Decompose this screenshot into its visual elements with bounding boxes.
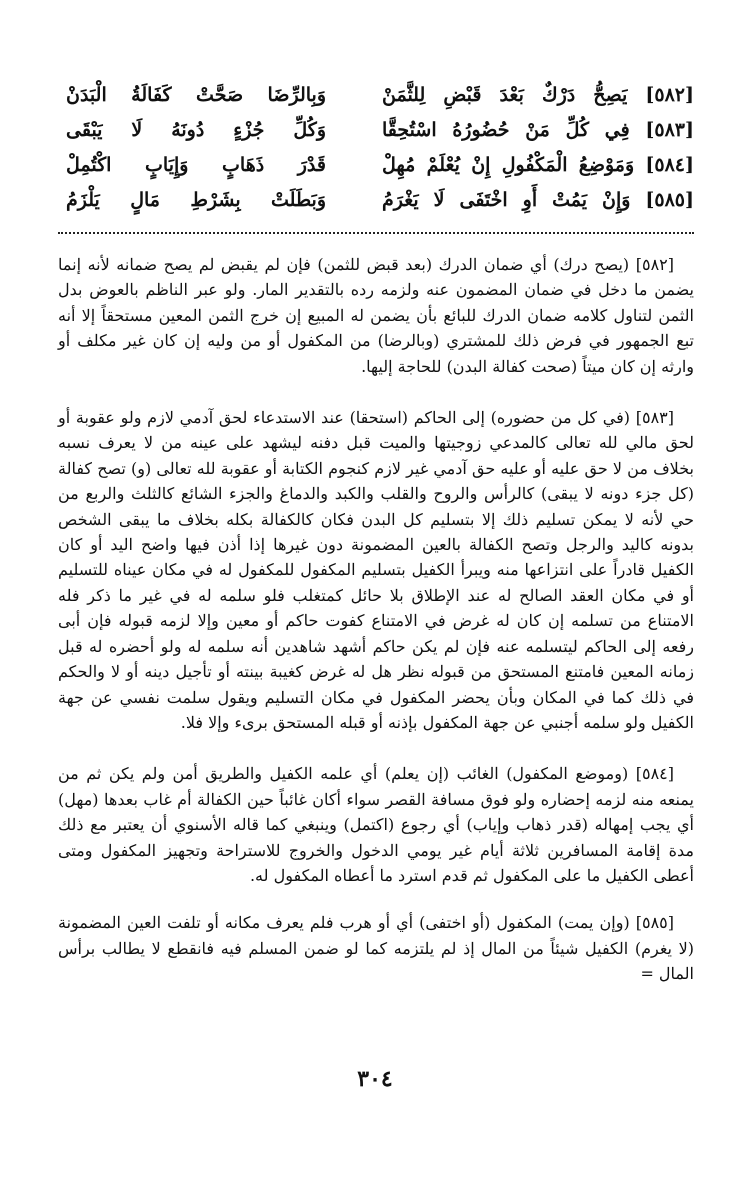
verse-first-hemistich: [٥٨٥] وَإِنْ يَمُتْ أَوِ اخْتَفَى لَا يَغْرَمُ (382, 189, 694, 211)
dotted-divider (58, 232, 694, 234)
verse-second-hemistich: وَبَطَلَتْ بِشَرْطِ مَالٍ يَلْزَمُ (66, 189, 326, 211)
verse-first-hemistich: [٥٨٣] فِي كُلِّ مَنْ حُضُورُهُ اسْتُحِقَّا (382, 119, 694, 141)
commentary-paragraph-582: [٥٨٢] (يصح درك) أي ضمان الدرك (بعد قبض للثمن) فإن لم يقبض لم يصح ضمانه لأنه إنما يضمن ما دخل في ضمان المضمون عنه ولزمه رده بالتقدير المار. ولو عبر الناظم بالعوض بدل الثمن لتناول كلامه ضمان الدرك للبائع بأن يضمن له المبيع إن خرج الثمن المعين مستحقاً إلا أنه تبع الجمهور في فرض ذلك للمشتري (وبالرضا) من المكفول أو من وليه إن كان غير مكلف أو وارثه إن كان ميتاً (صحت كفالة البدن) للحاجة إليها. (58, 255, 694, 376)
verse-row (58, 148, 694, 183)
commentary (58, 252, 694, 987)
commentary-paragraph-583: [٥٨٣] (في كل من حضوره) إلى الحاكم (استحقا) عند الاستدعاء لحق آدمي لازم ولو عقوبة أو لحق مالي لله تعالى كالمدعي زوجيتها والميت قبل دفنه ليشهد على عينه من لا يعرف نسبه بخلاف من لا حق عليه أو عليه حق آدمي غير لازم كنجوم الكتابة أو عقوبة لله تعالى (و) تصح كفالة (كل جزء دونه لا يبقى) كالرأس والروح والقلب والكبد والدماغ والجزء الشائع كالثلث والربع من حي لأنه لا يمكن تسليم ذلك إلا بتسليم كل البدن فكان كالكفالة بكله بخلاف ما يبقى الشخص بدونه كاليد والرجل وتصح الكفالة بالعين المضمونة دون غيرها إذا أذن فيها واضح اليد أو كان الكفيل قادراً على انتزاعها منه ويبرأ الكفيل بتسليم المكفول للمكفول له في مكان عيناه للتسليم أو في مكان العقد الصالح له عند الإطلاق بلا حائل كمتغلب فلو سلمه له في غير ما ذكر فله الامتناع من تسلمه إن كان له غرض في الامتناع كفوت حاكم أو معين وإلا لزمه قبوله فإن أبى رفعه إلى الحاكم ليتسلمه عنه فإن لم يكن حاكم أشهد شاهدين أنه سلمه له ولو أحضره له قبل زمانه المعين فامتنع المستحق من قبوله نظر هل له غرض كغيبة بينته أو تأجيل دينه أو لا والحكم في ذلك كما في المكان وبأن يحضر المكفول في مكان التسليم ويقول سلمت نفسي عن جهة الكفيل ولو سلمه أجنبي عن جهة المكفول بإذنه أو قبله المستحق برىء وإلا فلا. (58, 408, 695, 732)
page-number: ٣٠٤ (357, 1066, 393, 1092)
verse-second-hemistich: قَدْرَ ذَهَابٍ وَإِيَابٍ اكْتُمِلْ (66, 154, 326, 176)
verse-second-hemistich: وَكُلِّ جُزْءٍ دُونَهُ لَا يَبْقَى (66, 119, 326, 141)
verse-first-hemistich: [٥٨٢] يَصِحُّ دَرْكٌ بَعْدَ قَبْضِ لِلثَّمَنْ (382, 84, 694, 106)
verse-row (58, 113, 694, 148)
verse-row (58, 183, 694, 218)
commentary-paragraph-585: [٥٨٥] (وإن يمت) المكفول (أو اختفى) أي أو هرب فلم يعرف مكانه أو تلفت العين المضمونة (لا يغرم) الكفيل شيئاً من المال إذ لم يلتزمه كما لو ضمن المسلم فيه فانقطع لا يطالب برأس المال = (58, 913, 695, 984)
verse-second-hemistich: وَبِالرِّضَا صَحَّتْ كَفَالَةُ الْبَدَنْ (66, 84, 326, 106)
verse-row (58, 78, 694, 113)
commentary-paragraph-584: [٥٨٤] (وموضع المكفول) الغائب (إن يعلم) أي علمه الكفيل والطريق أمن ولم يكن ثم من يمنعه منه لزمه إحضاره ولو فوق مسافة القصر سواء أكان غائباً حين الكفالة أم غاب بعدها (مهل) أي يجب إمهاله (قدر ذهاب وإياب) أي رجوع (اكتمل) وينبغي كما قاله الأسنوي أن يعتبر مع ذلك مدة إقامة المسافرين ثلاثة أيام غير يومي الدخول والخروج للاستراحة وتجهيز المكفول ومتى أعطى الكفيل ما على المكفول ثم قدم استرد ما أعطاه المكفول له. (58, 764, 694, 885)
poem-verses (58, 78, 694, 224)
verse-first-hemistich: [٥٨٤] وَمَوْضِعُ الْمَكْفُولِ إِنْ يُعْلَمْ مُهِلْ (382, 154, 694, 176)
page-content (58, 78, 694, 1013)
